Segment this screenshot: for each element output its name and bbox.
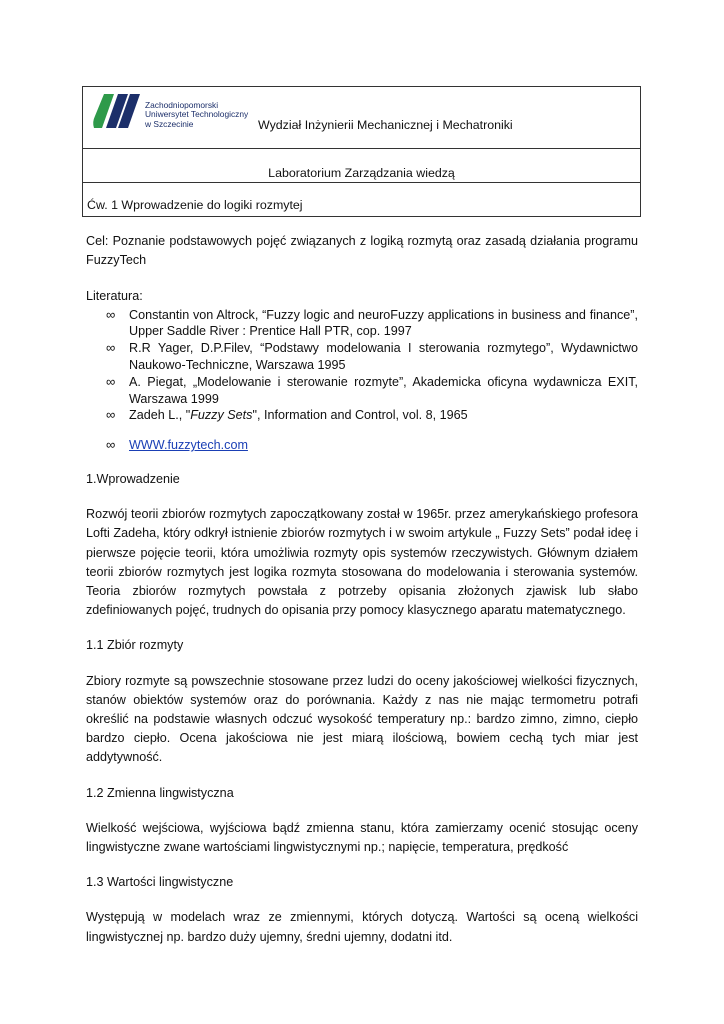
department-name: Wydział Inżynierii Mechanicznej i Mechatroniki (258, 118, 513, 132)
list-item (86, 340, 638, 374)
infinity-bullet-icon: ∞ (106, 373, 116, 389)
logo-line-2: Uniwersytet Technologiczny (145, 109, 249, 120)
literature-list (86, 307, 638, 454)
list-item (86, 437, 638, 454)
header-row-title (83, 87, 640, 149)
logo-text (145, 101, 248, 129)
section-text-linguistic-variable: Wielkość wejściowa, wyjściowa bądź zmienna stanu, która zamierzamy ocenić stosując oceny lingwistyczne zwane wartościami lingwistycznymi np.; napięcie, temperatura, prędkość (86, 820, 638, 855)
logo-line-3: w Szczecinie (145, 118, 194, 129)
reference-text: R.R Yager, D.P.Filev, “Podstawy modelowania I sterowania rozmytego”, Wydawnictwo Naukowo-Techniczne, Warszawa 1995 (129, 341, 638, 372)
header-row-lab (83, 149, 640, 183)
section-title-linguistic-variable: 1.2 Zmienna lingwistyczna (86, 785, 234, 800)
university-logo (92, 92, 252, 132)
header-row-exercise (83, 183, 640, 216)
list-item (86, 374, 638, 408)
section-title-fuzzy-set: 1.1 Zbiór rozmyty (86, 638, 184, 653)
exercise-title: Ćw. 1 Wprowadzenie do logiki rozmytej (87, 198, 303, 212)
logo-stripes-icon (92, 92, 142, 132)
infinity-bullet-icon: ∞ (106, 306, 116, 322)
document-body (86, 232, 638, 947)
reference-title-italic: Fuzzy Sets (190, 408, 253, 423)
section-title-linguistic-values: 1.3 Wartości lingwistyczne (86, 875, 234, 890)
infinity-bullet-icon: ∞ (106, 437, 116, 453)
list-item (86, 407, 638, 424)
logo-line-1: Zachodniopomorski (145, 100, 219, 110)
section-title-intro: 1.Wprowadzenie (86, 471, 180, 486)
reference-text-suffix: ", Information and Control, vol. 8, 1965 (252, 408, 468, 423)
infinity-bullet-icon: ∞ (106, 407, 116, 423)
section-text-linguistic-values: Występują w modelach wraz ze zmiennymi, których dotyczą. Wartości są oceną wielkości lingwistycznej np. bardzo duży ujemny, średni ujemny, dodatni itd. (86, 910, 638, 944)
literature-heading: Literatura: (86, 289, 143, 304)
list-item (86, 307, 638, 341)
reference-text: A. Piegat, „Modelowanie i sterowanie rozmyte”, Akademicka oficyna wydawnicza EXIT, Warszawa 1999 (129, 374, 638, 406)
section-text-intro: Rozwój teorii zbiorów rozmytych zapoczątkowany został w 1965r. przez amerykańskiego profesora Lofti Zadeha, który odkrył istnienie zbiorów rozmytych i w swoim artykule „ Fuzzy Sets” podał ideę i pierwsze pojęcie teorii, która umożliwia rozmyty opis systemów rzeczywistych. Głównym działem teorii zbiorów rozmytych jest logika rozmyta stosowana do modelowania i sterowania systemów. Teoria zbiorów rozmytych powstała z potrzeby opisania złożonych zjawisk lub słabo zdefiniowanych pojęć, trudnych do opisania przy pomocy klasycznego aparatu matematycznego. (86, 507, 638, 618)
fuzzytech-link[interactable]: WWW.fuzzytech.com (129, 438, 248, 453)
goal-paragraph: Cel: Poznanie podstawowych pojęć związanych z logiką rozmytą oraz zasadą działania programu FuzzyTech (86, 234, 638, 268)
section-text-fuzzy-set: Zbiory rozmyte są powszechnie stosowane przez ludzi do oceny jakościowej wielkości fizycznych, stanów obiektów systemów oraz do porównania. Każdy z nas nie mając termometru potrafi określić na podstawie własnych odczuć wysokość temperatury np.: bardzo zimno, zimno, ciepło bardzo ciepło. Ocena jakościowa nie jest miarą ilościową, bowiem cechą tych miar jest addytywność. (86, 673, 638, 765)
header-table (82, 86, 641, 217)
laboratory-name: Laboratorium Zarządzania wiedzą (268, 166, 455, 180)
infinity-bullet-icon: ∞ (106, 340, 116, 356)
reference-text: Constantin von Altrock, “Fuzzy logic and neuroFuzzy applications in business and finance”, Upper Saddle River : Prentice Hall PTR, cop. 1997 (129, 307, 638, 339)
reference-text-prefix: Zadeh L., " (129, 408, 191, 423)
